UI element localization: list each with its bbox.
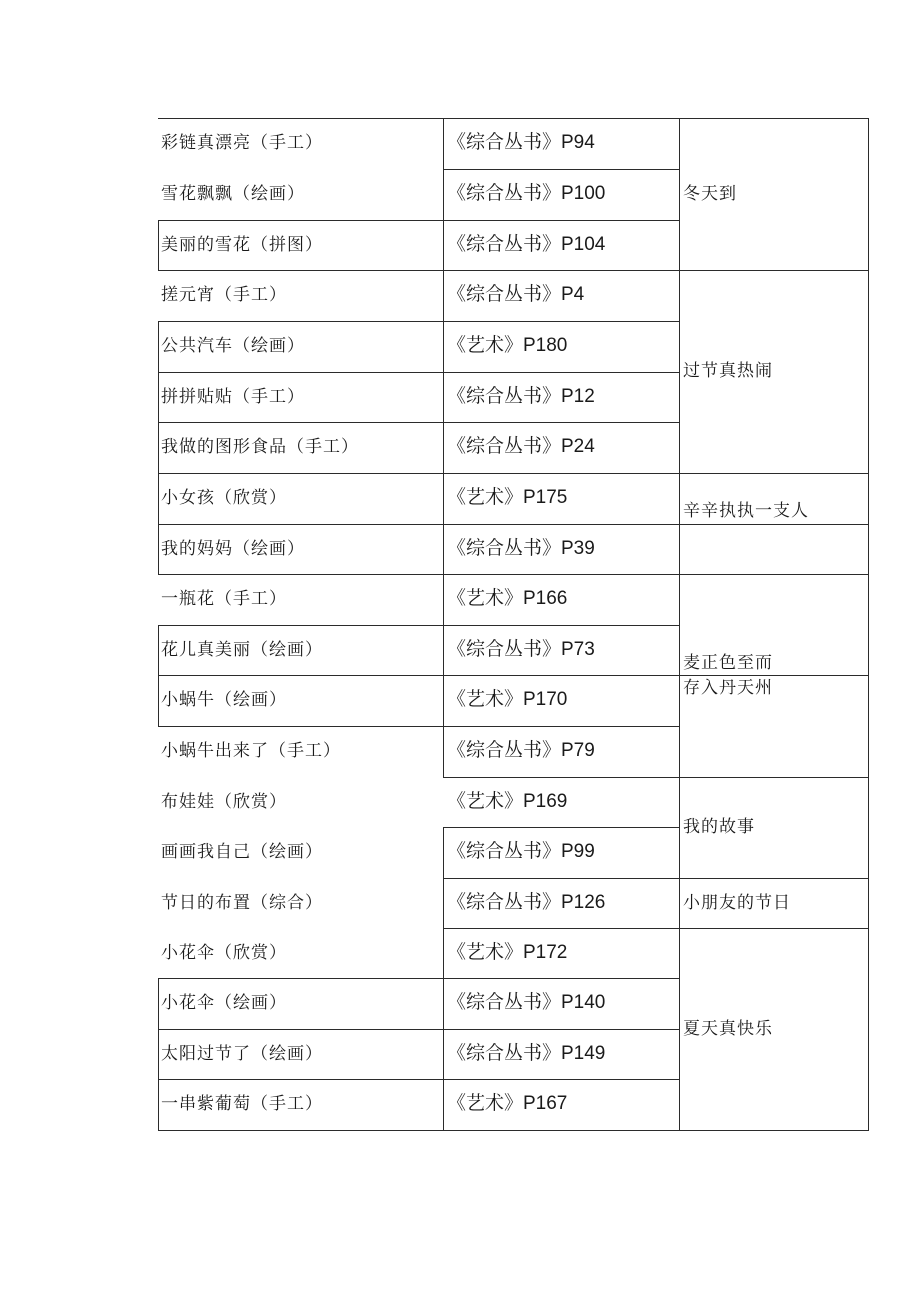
activity-cell: 小花伞（绘画） [161,993,287,1013]
activity-cell: 节日的布置（综合） [161,893,323,913]
source-cell: 《艺术》P175 [447,487,568,508]
source-cell: 《艺术》P166 [447,588,568,609]
source-cell: 《综合丛书》P104 [447,234,606,255]
theme-cell: 小朋友的节日 [683,893,791,913]
activity-cell: 公共汽车（绘画） [161,336,305,356]
table-bottom-border [158,1130,869,1131]
activity-cell: 我的妈妈（绘画） [161,539,305,559]
activity-cell: 彩链真漂亮（手工） [161,133,323,153]
left-border [158,625,159,727]
theme-cell: 存入丹天州 [683,678,773,698]
activity-cell: 一串紫葡萄（手工） [161,1094,323,1114]
activity-cell: 雪花飘飘（绘画） [161,184,305,204]
source-cell: 《综合丛书》P4 [447,284,585,305]
left-border [158,220,159,271]
activity-cell: 布娃娃（欣赏） [161,792,287,812]
source-cell: 《综合丛书》P73 [447,639,595,660]
activity-cell: 小女孩（欣赏） [161,488,287,508]
source-cell: 《艺术》P170 [447,689,568,710]
activity-cell: 画画我自己（绘画） [161,842,323,862]
left-border [158,978,159,1131]
source-cell: 《艺术》P167 [447,1093,568,1114]
activity-cell: 小蜗牛出来了（手工） [161,741,341,761]
activity-cell: 太阳过节了（绘画） [161,1044,323,1064]
theme-cell: 辛辛执执一支人 [683,501,809,521]
theme-cell: 夏天真快乐 [683,1019,773,1039]
source-cell: 《综合丛书》P24 [447,436,595,457]
source-cell: 《综合丛书》P99 [447,841,595,862]
theme-cell: 我的故事 [683,817,755,837]
activity-cell: 我做的图形食品（手工） [161,437,359,457]
source-cell: 《综合丛书》P140 [447,992,606,1013]
activity-cell: 花儿真美丽（绘画） [161,640,323,660]
source-cell: 《综合丛书》P94 [447,132,595,153]
source-cell: 《综合丛书》P79 [447,740,595,761]
column-divider-1 [443,827,444,1131]
column-divider-1 [443,118,444,777]
activity-cell: 小花伞（欣赏） [161,943,287,963]
theme-cell: 冬天到 [683,184,737,204]
theme-cell: 过节真热闹 [683,361,773,381]
activity-cell: 小蜗牛（绘画） [161,690,287,710]
document-table [158,118,869,1131]
source-cell: 《综合丛书》P100 [447,183,606,204]
activity-cell: 美丽的雪花（拼图） [161,235,323,255]
source-cell: 《艺术》P180 [447,335,568,356]
left-border [158,321,159,574]
source-cell: 《综合丛书》P149 [447,1043,606,1064]
activity-cell: 搓元宵（手工） [161,285,287,305]
theme-cell: 麦正色至而 [683,653,773,673]
source-cell: 《艺术》P169 [447,791,568,812]
source-cell: 《综合丛书》P126 [447,892,606,913]
source-cell: 《综合丛书》P12 [447,386,595,407]
source-cell: 《艺术》P172 [447,942,568,963]
activity-cell: 一瓶花（手工） [161,589,287,609]
source-cell: 《综合丛书》P39 [447,538,595,559]
activity-cell: 拼拼贴贴（手工） [161,387,305,407]
